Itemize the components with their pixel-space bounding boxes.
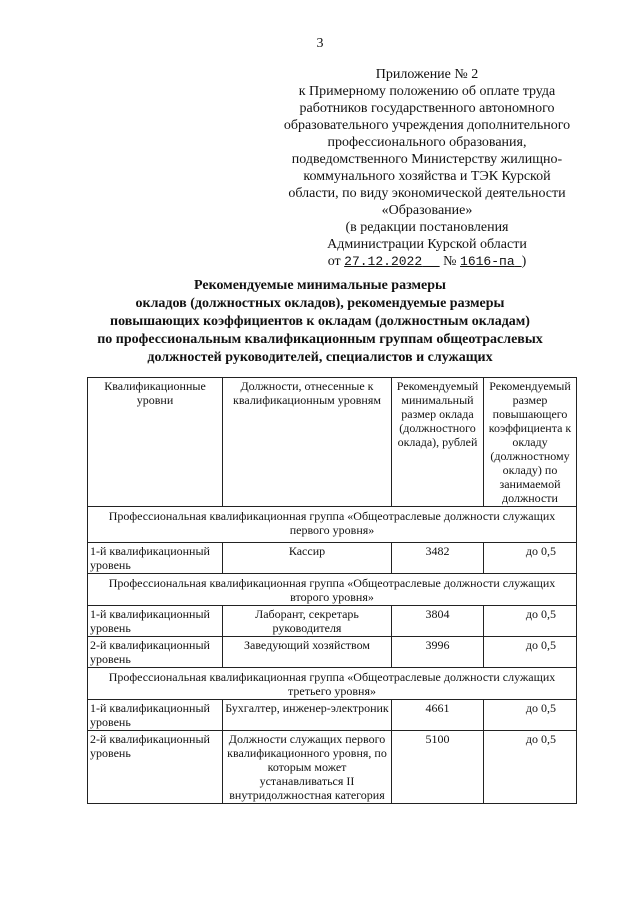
- decree-number: 1616-па: [460, 254, 515, 269]
- position-cell: Лаборант, секретарь руководителя: [223, 606, 392, 637]
- appendix-title: Приложение № 2: [375, 67, 479, 82]
- salary-cell: 3804: [392, 606, 484, 637]
- group-row: [88, 574, 577, 606]
- appendix-line: к Примерному положению об оплате труда: [298, 84, 556, 99]
- group-label: Профессиональная квалификационная группа «Общеотраслевые должности служащих третьего уровня»: [88, 668, 577, 700]
- appendix-line: подведомственного Министерству жилищно-: [291, 152, 563, 167]
- column-header: Рекомендуемый размер повышающего коэффициента к окладу (должностному окладу) по занимаемой должности: [484, 378, 577, 507]
- level-cell: 2-й квалификационный уровень: [88, 637, 223, 668]
- document-title: [60, 277, 580, 367]
- table-row: [88, 700, 577, 731]
- column-header: Рекомендуемый минимальный размер оклада (должностного оклада), рублей: [392, 378, 484, 507]
- coefficient-cell: до 0,5: [484, 700, 577, 731]
- group-row: [88, 668, 577, 700]
- level-cell: 1-й квалификационный уровень: [88, 606, 223, 637]
- table-header-row: [88, 378, 577, 507]
- salary-cell: 4661: [392, 700, 484, 731]
- decree-date: 27.12.2022: [344, 254, 423, 269]
- group-row: [88, 507, 577, 543]
- position-cell: Заведующий хозяйством: [223, 637, 392, 668]
- column-header: Квалификационные уровни: [88, 378, 223, 507]
- appendix-line: коммунального хозяйства и ТЭК Курской: [303, 169, 551, 184]
- title-line: должностей руководителей, специалистов и служащих: [147, 350, 493, 365]
- group-label: Профессиональная квалификационная группа «Общеотраслевые должности служащих первого уровня»: [88, 507, 577, 543]
- title-line: Рекомендуемые минимальные размеры: [193, 278, 446, 293]
- page-number: 3: [316, 36, 324, 51]
- level-cell: 2-й квалификационный уровень: [88, 731, 223, 804]
- position-cell: Должности служащих первого квалификационного уровня, по которым может устанавливаться II внутридолжностная категория: [223, 731, 392, 804]
- title-line: по профессиональным квалификационным группам общеотраслевых: [97, 332, 543, 347]
- coefficient-cell: до 0,5: [484, 637, 577, 668]
- title-line: окладов (должностных окладов), рекомендуемые размеры: [135, 296, 505, 311]
- salary-table: [87, 377, 577, 804]
- appendix-line: «Образование»: [381, 203, 473, 218]
- table-row: [88, 543, 577, 574]
- coefficient-cell: до 0,5: [484, 543, 577, 574]
- coefficient-cell: до 0,5: [484, 606, 577, 637]
- salary-cell: 5100: [392, 731, 484, 804]
- position-cell: Кассир: [223, 543, 392, 574]
- position-cell: Бухгалтер, инженер-электроник: [223, 700, 392, 731]
- title-line: повышающих коэффициентов к окладам (должностным окладам): [110, 314, 530, 329]
- appendix-line: образовательного учреждения дополнительного: [283, 118, 571, 133]
- table-row: [88, 731, 577, 804]
- level-cell: 1-й квалификационный уровень: [88, 700, 223, 731]
- appendix-line: (в редакции постановления: [345, 220, 509, 235]
- level-cell: 1-й квалификационный уровень: [88, 543, 223, 574]
- decree-reference: от 27.12.2022 № 1616-па ): [327, 254, 527, 269]
- salary-cell: 3482: [392, 543, 484, 574]
- salary-cell: 3996: [392, 637, 484, 668]
- column-header: Должности, отнесенные к квалификационным уровням: [223, 378, 392, 507]
- appendix-line: области, по виду экономической деятельности: [288, 186, 566, 201]
- coefficient-cell: до 0,5: [484, 731, 577, 804]
- appendix-line: работников государственного автономного: [299, 101, 555, 116]
- appendix-line: профессионального образования,: [327, 135, 527, 150]
- table-row: [88, 606, 577, 637]
- table-row: [88, 637, 577, 668]
- appendix-line: Администрации Курской области: [327, 237, 527, 252]
- appendix-header: [262, 66, 592, 270]
- group-label: Профессиональная квалификационная группа «Общеотраслевые должности служащих второго уровня»: [88, 574, 577, 606]
